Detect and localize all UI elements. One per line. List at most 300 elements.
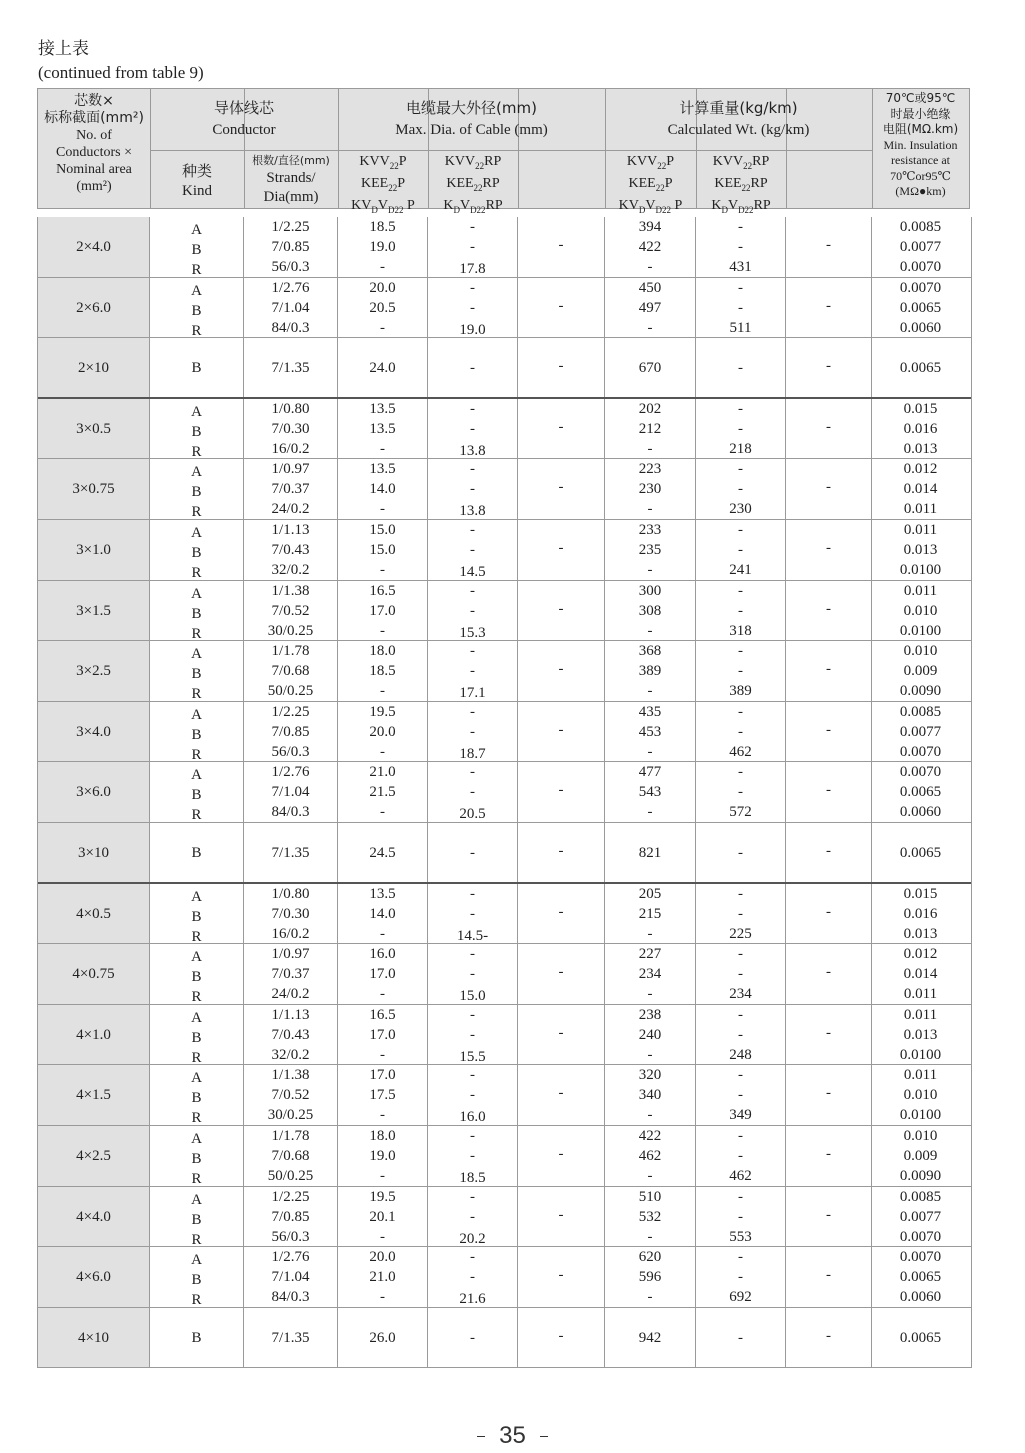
cell-value: 7/1.35 [271,844,310,861]
cell-value: - [470,784,475,801]
cell-value: - [558,721,564,738]
cell-wrp [696,641,786,701]
cell-value: 24/0.2 [271,986,310,1003]
cell-kind [150,1126,244,1186]
cell-value: - [738,663,743,680]
cell-value: 24.0 [369,360,396,377]
cell-value: - [738,885,743,902]
cell-value: 1/2.76 [271,764,310,781]
cell-value: - [470,1249,475,1266]
cell-size [38,641,150,701]
cell-value: - [738,1147,743,1164]
cell-value: 368 [638,643,662,660]
cell-value: - [826,903,831,920]
cell-value: 422 [638,1127,662,1144]
cell-kind [150,1247,244,1307]
cell-value: - [826,842,831,859]
cell-value: B [191,484,202,501]
cell-value: 7/0.43 [271,541,310,558]
cell-value: 431 [729,259,752,275]
caption-chinese: 接上表 [38,39,89,59]
cell-kind [150,641,244,701]
cell-value: R [191,1110,202,1127]
cell-value: 234 [638,966,662,983]
cell-size [38,944,150,1004]
cell-drp [428,278,518,338]
cell-value: 7/0.68 [271,663,310,680]
cell-wp [605,217,696,277]
cell-value: 0.0085 [899,219,942,235]
cell-value: - [826,237,831,253]
cell-ins [872,399,969,459]
cell-value: - [826,358,831,375]
cell-value: - [647,561,653,578]
cell-value: - [470,764,475,781]
cell-size [38,1126,150,1186]
cell-value: R [191,1292,202,1309]
table-row [38,1126,971,1187]
cell-strands [244,399,338,459]
cell-value: - [647,259,653,275]
cell-drp [428,1247,518,1307]
cell-value: - [380,259,385,275]
cell-w3 [786,1247,872,1307]
cell-value: - [380,1167,385,1184]
cell-value: 4×0.75 [72,966,115,983]
cell-size [38,884,150,944]
cell-wrp [696,1005,786,1065]
cell-value: 7/0.52 [271,1087,310,1104]
cell-w3 [786,884,872,944]
cell-value: 0.011 [903,501,938,518]
cell-dp [338,702,428,762]
cell-d3 [518,338,605,397]
cell-d3 [518,702,605,762]
cell-value: 24/0.2 [271,501,310,518]
cell-value: - [380,925,385,942]
cell-value: - [647,1289,653,1306]
cell-value: - [470,1188,475,1205]
cell-value: - [826,661,831,678]
cell-value: 308 [638,602,662,619]
cell-value: - [647,804,653,821]
cell-value: 17.8 [459,261,486,277]
cell-value: 3×4.0 [76,723,111,740]
cell-value: - [738,1329,743,1346]
cell-value: - [470,1026,475,1043]
cell-value: 0.0065 [899,844,942,861]
cell-drp [428,1005,518,1065]
cell-value: 2×6.0 [76,299,111,316]
cell-value: B [191,844,202,861]
cell-value: 0.0077 [899,1208,942,1225]
header-wt-p-types: $KVV_{22}P$ $KEE_{22}P$ $KV_DV_{D22}$ P [618,154,683,215]
cell-value: - [738,279,743,296]
cell-value: - [738,966,743,983]
cell-size [38,217,150,277]
cell-value: 4×10 [78,1329,109,1346]
cell-value: 15.0 [369,521,396,538]
cell-value: - [647,1228,653,1245]
cell-value: 15.3 [459,624,486,641]
table-row [38,520,971,581]
cell-value: 0.0065 [899,1269,942,1286]
cell-drp [428,217,518,277]
cell-value: 26.0 [369,1329,396,1346]
cell-value: 21.5 [369,784,396,801]
cell-dp [338,1308,428,1368]
cell-d3 [518,399,605,459]
cell-value: R [191,686,202,703]
cell-wrp [696,278,786,338]
cell-value: 16.5 [369,1006,396,1023]
cell-value: A [191,403,202,420]
cell-value: - [470,663,475,680]
cell-value: 227 [638,946,662,963]
cell-value: - [380,1107,385,1124]
cell-kind [150,823,244,882]
cell-d3 [518,762,605,822]
cell-value: 7/1.04 [271,299,310,316]
cell-value: 13.8 [459,442,486,459]
cell-drp [428,520,518,580]
cell-value: R [191,928,202,945]
cell-value: - [470,481,475,498]
cell-ins [872,702,969,762]
cell-value: 0.011 [903,986,938,1003]
cell-wrp [696,702,786,762]
cell-wrp [696,1065,786,1125]
cell-kind [150,1005,244,1065]
cell-value: - [470,219,475,235]
cell-value: - [470,541,475,558]
cell-value: B [191,908,202,925]
cell-dp [338,278,428,338]
cell-value: 0.013 [903,925,938,942]
cell-d3 [518,1187,605,1247]
cell-value: - [738,844,743,861]
cell-value: - [470,703,475,720]
cell-strands [244,520,338,580]
cell-value: - [826,297,831,314]
cell-value: 0.0060 [899,1289,942,1306]
cell-value: 7/0.85 [271,723,310,740]
cell-value: 50/0.25 [267,683,314,700]
cell-size [38,1065,150,1125]
cell-value: 0.0077 [899,723,942,740]
cell-value: - [470,360,475,377]
header-kind: 种类 Kind [181,162,212,199]
cell-value: - [647,622,653,639]
cell-value: 0.0070 [899,764,942,781]
cell-value: - [738,723,743,740]
cell-value: 56/0.3 [271,259,310,275]
cell-value: 202 [638,400,662,417]
cell-wp [605,884,696,944]
cell-value: A [191,1191,202,1208]
cell-d3 [518,581,605,641]
cell-value: - [826,1145,831,1162]
cell-value: 450 [638,279,662,296]
cell-strands [244,217,338,277]
cell-value: - [738,219,743,235]
cell-ins [872,278,969,338]
cell-value: R [191,443,202,460]
table-row [38,1065,971,1126]
cell-value: 0.0065 [899,784,942,801]
cell-value: - [738,602,743,619]
cell-value: - [738,420,743,437]
cell-dp [338,884,428,944]
cell-value: - [738,1188,743,1205]
cell-value: 212 [638,420,662,437]
cell-value: 0.012 [903,461,938,478]
cell-value: 435 [638,703,662,720]
cell-value: 13.8 [459,503,486,520]
cell-value: - [470,643,475,660]
cell-wp [605,520,696,580]
cell-value: 1/0.97 [271,461,310,478]
cell-w3 [786,278,872,338]
cell-value: R [191,1049,202,1066]
cell-value: A [191,585,202,602]
cell-ins [872,1126,969,1186]
cell-value: B [191,666,202,683]
cell-value: 0.009 [903,1147,938,1164]
cell-ins [872,762,969,822]
cell-value: - [826,964,831,981]
cell-value: - [738,905,743,922]
cell-value: 0.016 [903,905,938,922]
cell-wp [605,1187,696,1247]
cell-value: 248 [729,1046,752,1063]
cell-ins [872,1065,969,1125]
cell-value: 3×1.5 [76,602,111,619]
cell-value: 16/0.2 [271,925,310,942]
cell-value: 0.0085 [899,1188,942,1205]
cell-size [38,1005,150,1065]
cell-wp [605,1247,696,1307]
cell-drp [428,944,518,1004]
table-row [38,217,971,278]
cell-strands [244,278,338,338]
cell-dp [338,399,428,459]
cell-value: - [738,481,743,498]
cell-value: - [380,986,385,1003]
cell-value: 0.0070 [899,1228,942,1245]
cell-kind [150,1065,244,1125]
cell-value: - [470,279,475,296]
header-insulation: 70℃或95℃ 时最小绝缘 电阻(MΩ.km) Min. Insulation resistance at 70℃or95℃ (MΩ●km) [882,91,959,198]
cell-value: R [191,564,202,581]
cell-wrp [696,823,786,882]
cell-value: - [470,905,475,922]
cell-d3 [518,459,605,519]
cell-value: R [191,504,202,521]
cell-ins [872,944,969,1004]
cell-value: 7/0.37 [271,966,310,983]
cell-value: 20.1 [369,1208,396,1225]
cell-value: - [647,683,653,700]
table-row [38,944,971,1005]
cell-d3 [518,1126,605,1186]
cell-value: 0.015 [903,400,938,417]
cell-strands [244,1308,338,1368]
cell-value: B [191,1029,202,1046]
cell-value: 20.5 [369,299,396,316]
table-row [38,459,971,520]
cell-dp [338,944,428,1004]
cell-value: 7/1.04 [271,1269,310,1286]
cell-value: A [191,646,202,663]
cell-value: - [738,784,743,801]
cell-value: 14.0 [369,905,396,922]
cell-value: 511 [729,319,752,336]
cell-value: 453 [638,723,662,740]
cell-wp [605,338,696,397]
cell-value: - [470,885,475,902]
cell-value: 0.013 [903,541,938,558]
cell-value: A [191,464,202,481]
cell-wrp [696,217,786,277]
cell-value: - [826,721,831,738]
cell-value: - [470,602,475,619]
cell-value: - [380,1046,385,1063]
cell-value: 0.015 [903,885,938,902]
cell-ins [872,459,969,519]
cell-size [38,702,150,762]
cell-value: R [191,807,202,824]
cell-value: 17.5 [369,1087,396,1104]
cell-value: B [191,1211,202,1228]
table-row [38,1247,971,1308]
cell-wp [605,823,696,882]
cell-value: 3×1.0 [76,541,111,558]
cell-value: B [191,1329,202,1346]
cell-value: 340 [638,1087,662,1104]
cell-value: 4×4.0 [76,1208,111,1225]
cell-value: 0.0100 [899,1046,942,1063]
cell-value: 462 [729,1167,752,1184]
cell-value: 17.1 [459,685,486,702]
cell-value: 13.5 [369,420,396,437]
cell-value: 7/0.43 [271,1026,310,1043]
cell-value: - [558,842,564,859]
cell-value: R [191,625,202,642]
table-row [38,1308,971,1369]
cell-value: 2×4.0 [76,239,111,255]
cell-value: 21.0 [369,764,396,781]
cell-wrp [696,944,786,1004]
cell-ins [872,823,969,882]
cell-value: 20.5 [459,806,486,823]
cell-value: 1/1.78 [271,643,310,660]
cell-value: 0.013 [903,440,938,457]
cell-value: - [380,804,385,821]
cell-dp [338,338,428,397]
cell-value: - [558,479,564,496]
cell-strands [244,459,338,519]
cell-dp [338,217,428,277]
cell-w3 [786,823,872,882]
cell-ins [872,884,969,944]
cell-size [38,823,150,882]
cell-kind [150,762,244,822]
cell-value: A [191,1070,202,1087]
cell-value: 349 [729,1107,752,1124]
cell-value: 0.0070 [899,259,942,275]
cell-value: - [380,440,385,457]
cell-strands [244,1065,338,1125]
cell-value: - [738,582,743,599]
cell-drp [428,338,518,397]
cell-value: A [191,222,202,238]
cell-value: B [191,302,202,319]
cell-value: 1/1.78 [271,1127,310,1144]
cell-value: 19.5 [369,1188,396,1205]
cell-value: 18.5 [369,219,396,235]
cell-dp [338,762,428,822]
cell-ins [872,1308,969,1368]
cell-wp [605,1308,696,1368]
cell-value: - [826,1267,831,1284]
cell-value: R [191,1231,202,1248]
cell-value: 300 [638,582,662,599]
header-dia-rp-types: $KVV_{22}RP$ $KEE_{22}RP$ $K_DV_{D22}RP$ [443,154,503,215]
cell-size [38,1187,150,1247]
cell-w3 [786,1187,872,1247]
cell-value: - [738,360,743,377]
page-number: 35 [0,1422,1025,1450]
cell-value: 0.011 [903,582,938,599]
cell-value: - [647,1167,653,1184]
cell-w3 [786,338,872,397]
cell-value: 32/0.2 [271,561,310,578]
cell-strands [244,1126,338,1186]
cell-value: 620 [638,1249,662,1266]
cell-value: 84/0.3 [271,319,310,336]
cell-value: - [470,1067,475,1084]
table-row [38,278,971,339]
cell-drp [428,823,518,882]
cell-value: 0.0090 [899,1167,942,1184]
cell-value: 942 [638,1329,662,1346]
cell-dp [338,1126,428,1186]
cell-strands [244,823,338,882]
cell-value: - [470,1269,475,1286]
cell-value: R [191,322,202,339]
cell-wp [605,702,696,762]
cell-strands [244,944,338,1004]
cell-value: - [470,1127,475,1144]
cell-value: 17.0 [369,1026,396,1043]
cell-value: 19.5 [369,703,396,720]
cell-drp [428,884,518,944]
cell-value: 0.0070 [899,743,942,760]
cell-value: - [558,237,564,253]
cell-value: 18.5 [369,663,396,680]
cell-wp [605,278,696,338]
cell-value: - [558,903,564,920]
cell-size [38,762,150,822]
cell-d3 [518,1065,605,1125]
cell-value: 20.0 [369,279,396,296]
cell-value: 7/0.30 [271,420,310,437]
cell-d3 [518,217,605,277]
cell-drp [428,1126,518,1186]
cell-wp [605,944,696,1004]
cell-value: 1/2.25 [271,219,310,235]
